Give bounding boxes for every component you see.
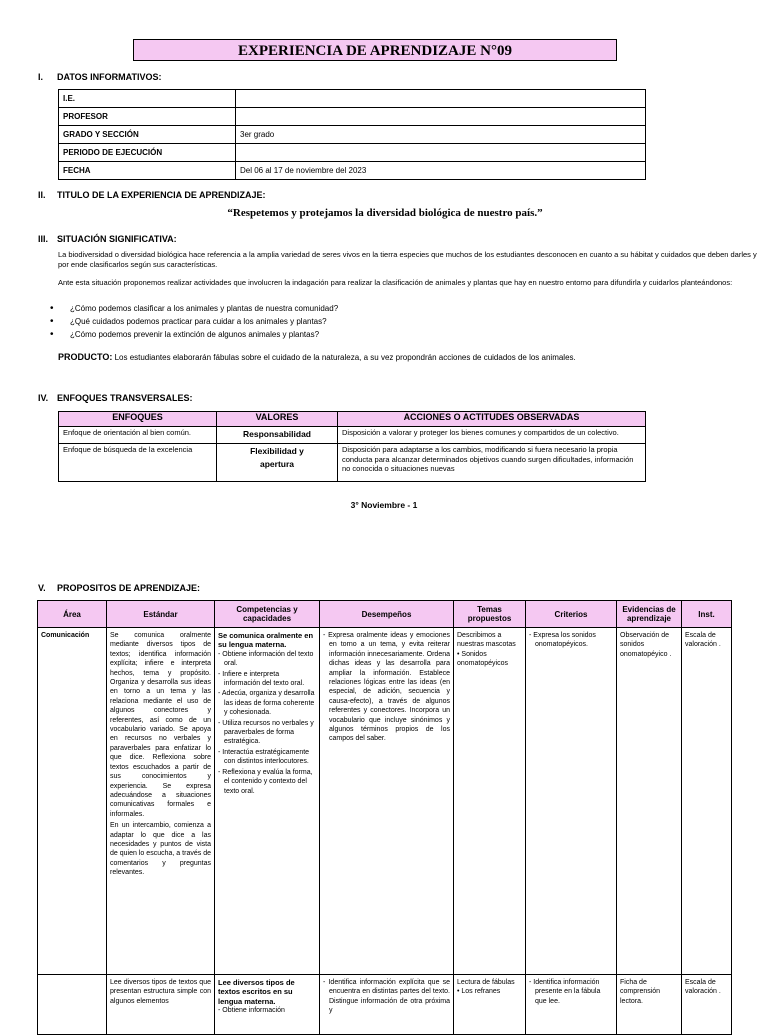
situacion-paragraph-1: La biodiversidad o diversidad biológica hace referencia a la amplia variedad de seres vivos en la tierra especies que muchos de los estudiantes desconocen en cuanto a su hábitat y cuidados que deben darles y por ende clasificarlos según sus características.	[58, 250, 757, 269]
capacidad-item: - Obtiene información	[218, 1006, 316, 1015]
criterio-text: - Identifica información presente en la fábula que lee.	[529, 978, 613, 1006]
info-label: PROFESOR	[59, 108, 236, 126]
capacidad-item: - Reflexiona y evalúa la forma, el contenido y contexto del texto oral.	[218, 768, 316, 796]
table-row	[59, 427, 646, 444]
situacion-paragraph-2: Ante esta situación proponemos realizar actividades que involucren la indagación para realizar la clasificación de animales y plantas que hay en nuestro entorno para difundirla y cuidarlos planteándonos:	[58, 278, 733, 287]
tema-text: Lectura de fábulas	[457, 979, 515, 986]
estandar-text: En un intercambio, comienza a adaptar lo que dice a las necesidades y puntos de vista de quien lo escucha, a través de comentarios y preguntas relevantes.	[110, 822, 211, 877]
criterio-cell	[526, 975, 617, 1035]
table-row	[38, 975, 732, 1035]
enfoque-cell: Enfoque de búsqueda de la excelencia	[59, 444, 217, 482]
header-acciones: ACCIONES O ACTITUDES OBSERVADAS	[338, 412, 646, 427]
info-label: I.E.	[59, 90, 236, 108]
competencias-cell	[215, 975, 320, 1035]
desempeno-text: - Expresa oralmente ideas y emociones en torno a un tema, y evita reiterar información innecesariamente. Ordena dichas ideas y las desarrolla para ampliar la información. Establece relaciones lógicas entre las ideas (en especial, de adición, secuencia y causa-efecto), a través de algunos referentes y conectores. Incorpora un vocabulario que incluye sinónimos y algunos términos propios de los campos del saber.	[323, 631, 450, 744]
criterio-text: - Expresa los sonidos onomatopéyicos.	[529, 631, 613, 650]
capacidades-list	[218, 650, 316, 796]
competencias-cell	[215, 628, 320, 975]
section-3-heading: III. SITUACIÓN SIGNIFICATIVA:	[38, 234, 177, 244]
table-row	[59, 162, 646, 180]
header-area: Área	[38, 601, 107, 628]
header-desempenos: Desempeños	[320, 601, 454, 628]
producto-line	[58, 352, 576, 362]
tema-text: Describimos a nuestras mascotas	[457, 632, 516, 649]
info-value: Del 06 al 17 de noviembre del 2023	[236, 162, 646, 180]
propositos-table	[37, 600, 732, 1035]
section-4-heading: IV. ENFOQUES TRANSVERSALES:	[38, 393, 193, 403]
area-cell: Comunicación	[38, 628, 107, 975]
desempeno-cell	[320, 628, 454, 975]
tema-text: • Los refranes	[457, 988, 501, 996]
inst-cell: Escala de valoración .	[682, 975, 732, 1035]
info-value	[236, 90, 646, 108]
inst-cell: Escala de valoración .	[682, 628, 732, 975]
header-criterios: Criterios	[526, 601, 617, 628]
tema-text: • Sonidos onomatopéyicos	[457, 650, 508, 668]
temas-cell	[454, 975, 526, 1035]
info-label: FECHA	[59, 162, 236, 180]
info-value	[236, 144, 646, 162]
criterio-cell	[526, 628, 617, 975]
accion-cell: Disposición para adaptarse a los cambios, modificando si fuera necesario la propia conducta para alcanzar determinados objetivos cuando surgen dificultades, información no conocida o situaciones nuevas	[338, 444, 646, 482]
table-row	[59, 144, 646, 162]
table-row	[59, 126, 646, 144]
estandar-cell	[107, 628, 215, 975]
capacidad-item: - Obtiene información del texto oral.	[218, 650, 316, 669]
header-estandar: Estándar	[107, 601, 215, 628]
desempeno-text: - Identifica información explícita que se encuentra en distintas partes del texto. Distingue información de otra próxima y	[323, 978, 450, 1016]
estandar-cell: Lee diversos tipos de textos que presentan estructura simple con algunos elementos	[107, 975, 215, 1035]
header-competencias: Competencias y capacidades	[215, 601, 320, 628]
valor-cell: Flexibilidad y apertura	[217, 444, 338, 482]
accion-cell: Disposición a valorar y proteger los bienes comunes y compartidos de un colectivo.	[338, 427, 646, 444]
table-row	[59, 90, 646, 108]
situacion-questions	[50, 302, 750, 341]
header-enfoques: ENFOQUES	[59, 412, 217, 427]
section-2-heading: II. TITULO DE LA EXPERIENCIA DE APRENDIZAJE:	[38, 190, 266, 200]
info-value: 3er grado	[236, 126, 646, 144]
enfoques-table	[58, 411, 646, 482]
capacidad-item: - Interactúa estratégicamente con distintos interlocutores.	[218, 748, 316, 767]
datos-informativos-table	[58, 89, 646, 180]
area-cell	[38, 975, 107, 1035]
producto-text: Los estudiantes elaborarán fábulas sobre el cuidado de la naturaleza, a su vez propondrán acciones de cuidados de los animales.	[112, 353, 576, 362]
table-row	[59, 444, 646, 482]
competencia-title: Lee diversos tipos de textos escritos en su lengua materna.	[218, 978, 295, 1006]
section-1-heading: I. DATOS INFORMATIVOS:	[38, 72, 162, 82]
date-label: 3° Noviembre - 1	[350, 500, 418, 510]
enfoque-cell: Enfoque de orientación al bien común.	[59, 427, 217, 444]
temas-cell	[454, 628, 526, 975]
question-item: • ¿Cómo podemos clasificar a los animales y plantas de nuestra comunidad?	[50, 302, 750, 315]
capacidad-item: - Utiliza recursos no verbales y paraverbales de forma estratégica.	[218, 719, 316, 747]
experience-title-quote: “Respetemos y protejamos la diversidad biológica de nuestro país.”	[227, 207, 543, 219]
info-value	[236, 108, 646, 126]
header-temas: Temas propuestos	[454, 601, 526, 628]
header-inst: Inst.	[682, 601, 732, 628]
producto-label: PRODUCTO:	[58, 352, 113, 362]
evidencia-cell: Ficha de comprensión lectora.	[617, 975, 682, 1035]
estandar-text: Se comunica oralmente mediante diversos tipos de textos; identifica información explícita; infiere e interpreta hechos, tema y propósito. Organiza y desarrolla sus ideas en torno a un tema y las relaciona mediante el uso de algunos conectores y referentes, así como de un vocabulario variado. Se apoya en recursos no verbales y paraverbales para enfatizar lo que dice. Reflexiona sobre textos escuchados a partir de sus conocimientos y experiencia. Se expresa adecuándose a situaciones comunicativas formales e informales.	[110, 632, 211, 818]
info-label: PERIODO DE EJECUCIÓN	[59, 144, 236, 162]
table-row	[38, 628, 732, 975]
header-evidencias: Evidencias de aprendizaje	[617, 601, 682, 628]
capacidad-item: - Adecúa, organiza y desarrolla las ideas de forma coherente y cohesionada.	[218, 689, 316, 717]
question-item: • ¿Qué cuidados podemos practicar para cuidar a los animales y plantas?	[50, 315, 750, 328]
capacidad-item: - Infiere e interpreta información del texto oral.	[218, 670, 316, 689]
section-5-heading: V. PROPOSITOS DE APRENDIZAJE:	[38, 583, 201, 593]
table-row	[59, 108, 646, 126]
evidencia-cell: Observación de sonidos onomatopéyico .	[617, 628, 682, 975]
header-valores: VALORES	[217, 412, 338, 427]
desempeno-cell	[320, 975, 454, 1035]
info-label: GRADO Y SECCIÓN	[59, 126, 236, 144]
page-title: EXPERIENCIA DE APRENDIZAJE N°09	[133, 39, 617, 61]
question-item: • ¿Cómo podemos prevenir la extinción de algunos animales y plantas?	[50, 328, 750, 341]
competencia-title: Se comunica oralmente en su lengua materna.	[218, 631, 314, 650]
valor-cell: Responsabilidad	[217, 427, 338, 444]
